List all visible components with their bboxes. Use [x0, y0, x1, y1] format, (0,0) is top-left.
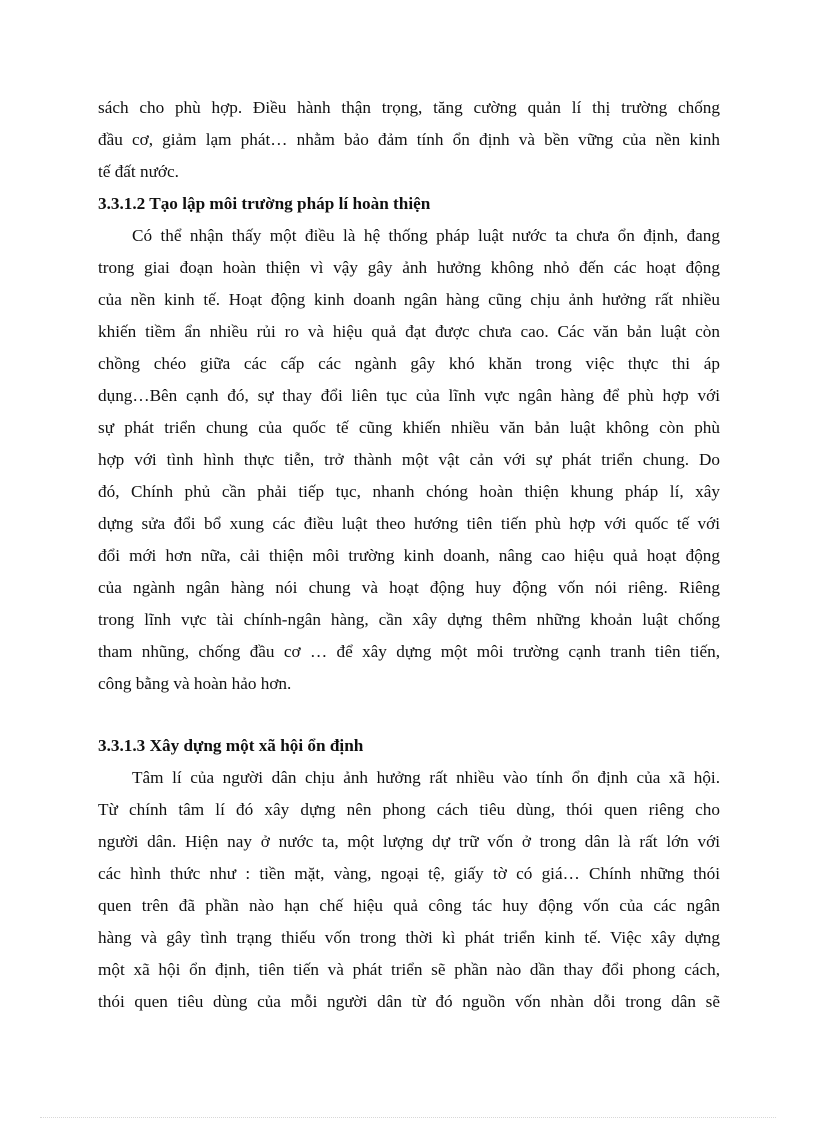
- text-line: dụng…Bên cạnh đó, sự thay đổi liên tục của lĩnh vực ngân hàng để phù hợp với: [98, 386, 720, 405]
- section-heading: 3.3.1.2 Tạo lập môi trường pháp lí hoàn thiện: [98, 194, 431, 213]
- text-line: của nền kinh tế. Hoạt động kinh doanh ngân hàng cũng chịu ảnh hưởng rất nhiều: [98, 290, 720, 309]
- paragraph-legal-environment: [98, 220, 720, 700]
- text-line: hợp với tình hình thực tiễn, trở thành một vật cản với sự phát triển chung. Do: [98, 450, 720, 469]
- text-line: một xã hội ổn định, tiên tiến và phát triển sẽ phần nào dần thay đổi phong cách,: [98, 960, 720, 979]
- text-line: tham nhũng, chống đầu cơ … để xây dựng một môi trường cạnh tranh tiên tiến,: [98, 642, 720, 661]
- text-line: quen trên đã phần nào hạn chế hiệu quả công tác huy động vốn của các ngân: [98, 896, 720, 915]
- paragraph-continuation: [98, 92, 720, 188]
- page-bottom-divider: [40, 1117, 776, 1118]
- text-line: đầu cơ, giảm lạm phát… nhằm bảo đảm tính ổn định và bền vững của nền kinh: [98, 130, 720, 149]
- text-line: công bằng và hoàn hảo hơn.: [98, 674, 292, 693]
- text-line: hàng và gây tình trạng thiếu vốn trong thời kì phát triển kinh tế. Việc xây dựng: [98, 928, 720, 947]
- text-line: trong lĩnh vực tài chính-ngân hàng, cần xây dựng thêm những khoản luật chống: [98, 610, 720, 629]
- text-line: đó, Chính phủ cần phải tiếp tục, nhanh chóng hoàn thiện khung pháp lí, xây: [98, 482, 720, 501]
- text-line: của ngành ngân hàng nói chung và hoạt động huy động vốn nói riêng. Riêng: [98, 578, 720, 597]
- text-line: dựng sửa đổi bổ xung các điều luật theo hướng tiên tiến phù hợp với quốc tế với: [98, 514, 720, 533]
- text-line: sách cho phù hợp. Điều hành thận trọng, tăng cường quản lí thị trường chống: [98, 98, 720, 117]
- text-line: Tâm lí của người dân chịu ảnh hưởng rất nhiều vào tính ổn định của xã hội.: [132, 768, 720, 787]
- text-line: người dân. Hiện nay ở nước ta, một lượng dự trữ vốn ở trong dân là rất lớn với: [98, 832, 720, 851]
- text-line: trong giai đoạn hoàn thiện vì vậy gây ảnh hưởng không nhỏ đến các hoạt động: [98, 258, 720, 277]
- text-line: thói quen tiêu dùng của mỗi người dân từ đó nguồn vốn nhàn dỗi trong dân sẽ: [98, 992, 720, 1011]
- paragraph-stable-society: [98, 762, 720, 1018]
- text-line: khiến tiềm ẩn nhiều rủi ro và hiệu quả đạt được chưa cao. Các văn bản luật còn: [98, 322, 720, 341]
- document-page: [98, 92, 720, 1018]
- text-line: tế đất nước.: [98, 162, 179, 181]
- text-line: chồng chéo giữa các cấp các ngành gây khó khăn trong việc thực thi áp: [98, 354, 720, 373]
- blank-line: [98, 700, 720, 730]
- text-line: các hình thức như : tiền mặt, vàng, ngoại tệ, giấy tờ có giá… Chính những thói: [98, 864, 720, 883]
- text-line: Từ chính tâm lí đó xây dựng nên phong cách tiêu dùng, thói quen riêng cho: [98, 800, 720, 819]
- text-line: đổi mới hơn nữa, cải thiện môi trường kinh doanh, nâng cao hiệu quả hoạt động: [98, 546, 720, 565]
- text-line: Có thể nhận thấy một điều là hệ thống pháp luật nước ta chưa ổn định, đang: [132, 226, 720, 245]
- text-line: sự phát triển chung của quốc tế cũng khiến nhiều văn bản luật không còn phù: [98, 418, 720, 437]
- section-heading: 3.3.1.3 Xây dựng một xã hội ổn định: [98, 736, 364, 755]
